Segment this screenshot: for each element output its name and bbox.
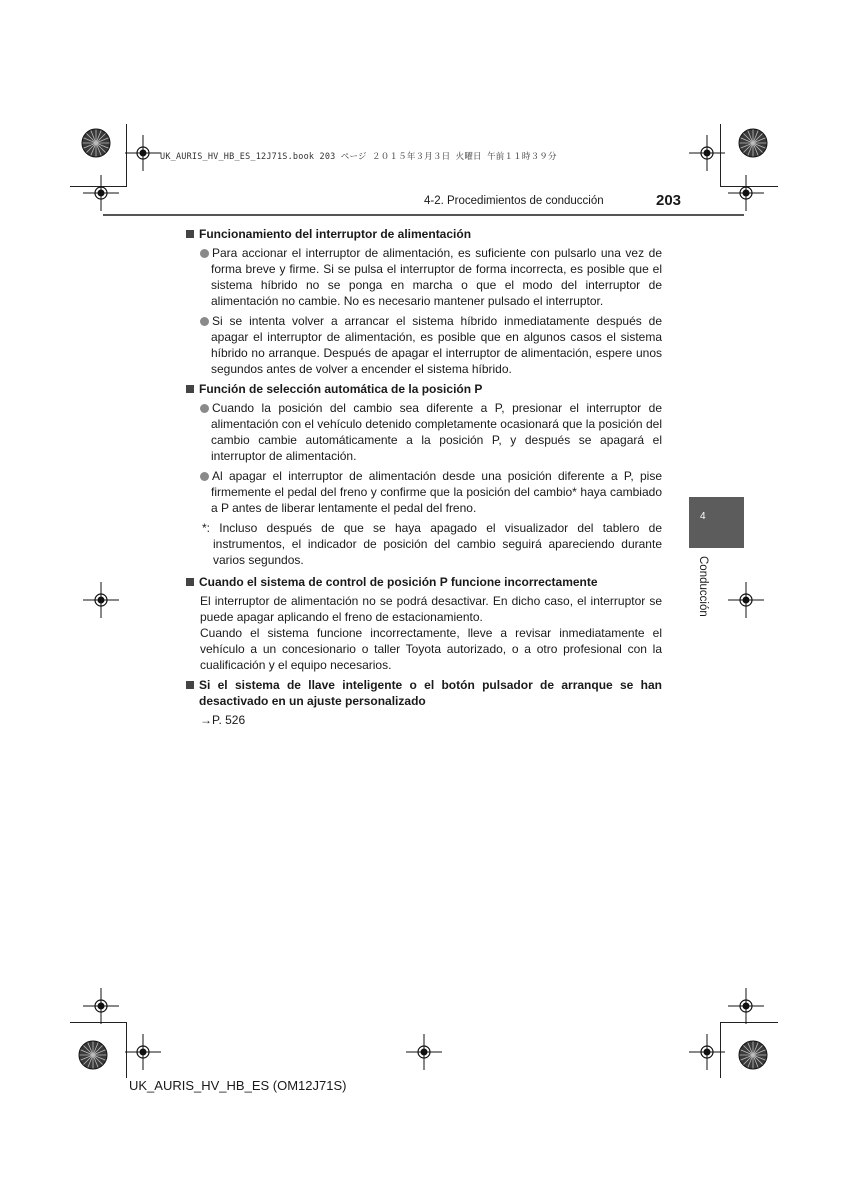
square-bullet-icon xyxy=(186,681,194,689)
registration-mark xyxy=(83,175,119,211)
registration-mark xyxy=(125,1034,161,1070)
header-rule xyxy=(103,214,744,216)
circle-bullet-icon xyxy=(200,317,209,326)
print-header: UK_AURIS_HV_HB_ES_12J71S.book 203 ページ ２０１５年３月３日 火曜日 午前１１時３９分 xyxy=(160,152,557,162)
section-title: 4-2. Procedimientos de conducción xyxy=(424,195,604,207)
starburst-target xyxy=(738,1040,768,1070)
registration-mark xyxy=(728,988,764,1024)
registration-mark xyxy=(728,582,764,618)
registration-mark xyxy=(689,1034,725,1070)
starburst-target xyxy=(738,128,768,158)
registration-mark xyxy=(83,582,119,618)
chapter-number: 4 xyxy=(700,511,706,522)
section-heading: Cuando el sistema de control de posición P funcione incorrectamente xyxy=(186,574,662,590)
page-reference-link[interactable]: →P. 526 xyxy=(200,713,246,727)
registration-mark xyxy=(728,175,764,211)
registration-mark xyxy=(689,135,725,171)
footer-code: UK_AURIS_HV_HB_ES (OM12J71S) xyxy=(129,1078,347,1093)
circle-bullet-icon xyxy=(200,404,209,413)
chapter-tab xyxy=(689,497,744,548)
bullet-item: Cuando la posición del cambio sea diferente a P, presionar el interruptor de alimentación con el vehículo detenido completamente ocasionará que la posición del cambio cambie automáticamente a la posición P, y después se apagará el interruptor de alimentación. xyxy=(186,400,662,464)
section-heading: Función de selección automática de la posición P xyxy=(186,381,662,397)
bullet-item: Al apagar el interruptor de alimentación desde una posición diferente a P, pise firmemente el pedal del freno y confirme que la posición del cambio* haya cambiado a P antes de liberar lentamente el pedal del freno. xyxy=(186,468,662,516)
page-number: 203 xyxy=(656,192,682,209)
starburst-target xyxy=(78,1040,108,1070)
square-bullet-icon xyxy=(186,230,194,238)
chapter-title: Conducción xyxy=(697,556,709,617)
circle-bullet-icon xyxy=(200,249,209,258)
registration-mark xyxy=(125,135,161,171)
circle-bullet-icon xyxy=(200,472,209,481)
square-bullet-icon xyxy=(186,578,194,586)
body-content xyxy=(186,224,662,728)
section-heading: Si el sistema de llave inteligente o el botón pulsador de arranque se han desactivado en un ajuste personalizado xyxy=(186,677,662,709)
registration-mark xyxy=(406,1034,442,1070)
bullet-item: Para accionar el interruptor de alimentación, es suficiente con pulsarlo una vez de forma breve y firme. Si se pulsa el interruptor de forma incorrecta, es posible que el sistema híbrido no se ponga en marcha o que el modo del interruptor de alimentación no cambie. No es necesario mantener pulsado el interruptor. xyxy=(186,245,662,309)
square-bullet-icon xyxy=(186,385,194,393)
registration-mark xyxy=(83,988,119,1024)
section-heading: Funcionamiento del interruptor de alimentación xyxy=(186,226,662,242)
paragraph: El interruptor de alimentación no se podrá desactivar. En dicho caso, el interruptor se puede apagar aplicando el freno de estacionamiento. xyxy=(200,594,662,624)
footnote: *: Incluso después de que se haya apagado el visualizador del tablero de instrumentos, el indicador de posición del cambio seguirá apareciendo durante varios segundos. xyxy=(202,521,662,567)
starburst-target xyxy=(81,128,111,158)
paragraph: Cuando el sistema funcione incorrectamente, lleve a revisar inmediatamente el vehículo a un concesionario o taller Toyota autorizado, o a otro profesional con la cualificación y el equipo necesarios. xyxy=(200,626,662,672)
bullet-item: Si se intenta volver a arrancar el sistema híbrido inmediatamente después de apagar el interruptor de alimentación, es posible que en algunos casos el sistema híbrido no arranque. Después de apagar el interruptor de alimentación, espere unos segundos antes de volver a encender el sistema híbrido. xyxy=(186,313,662,377)
